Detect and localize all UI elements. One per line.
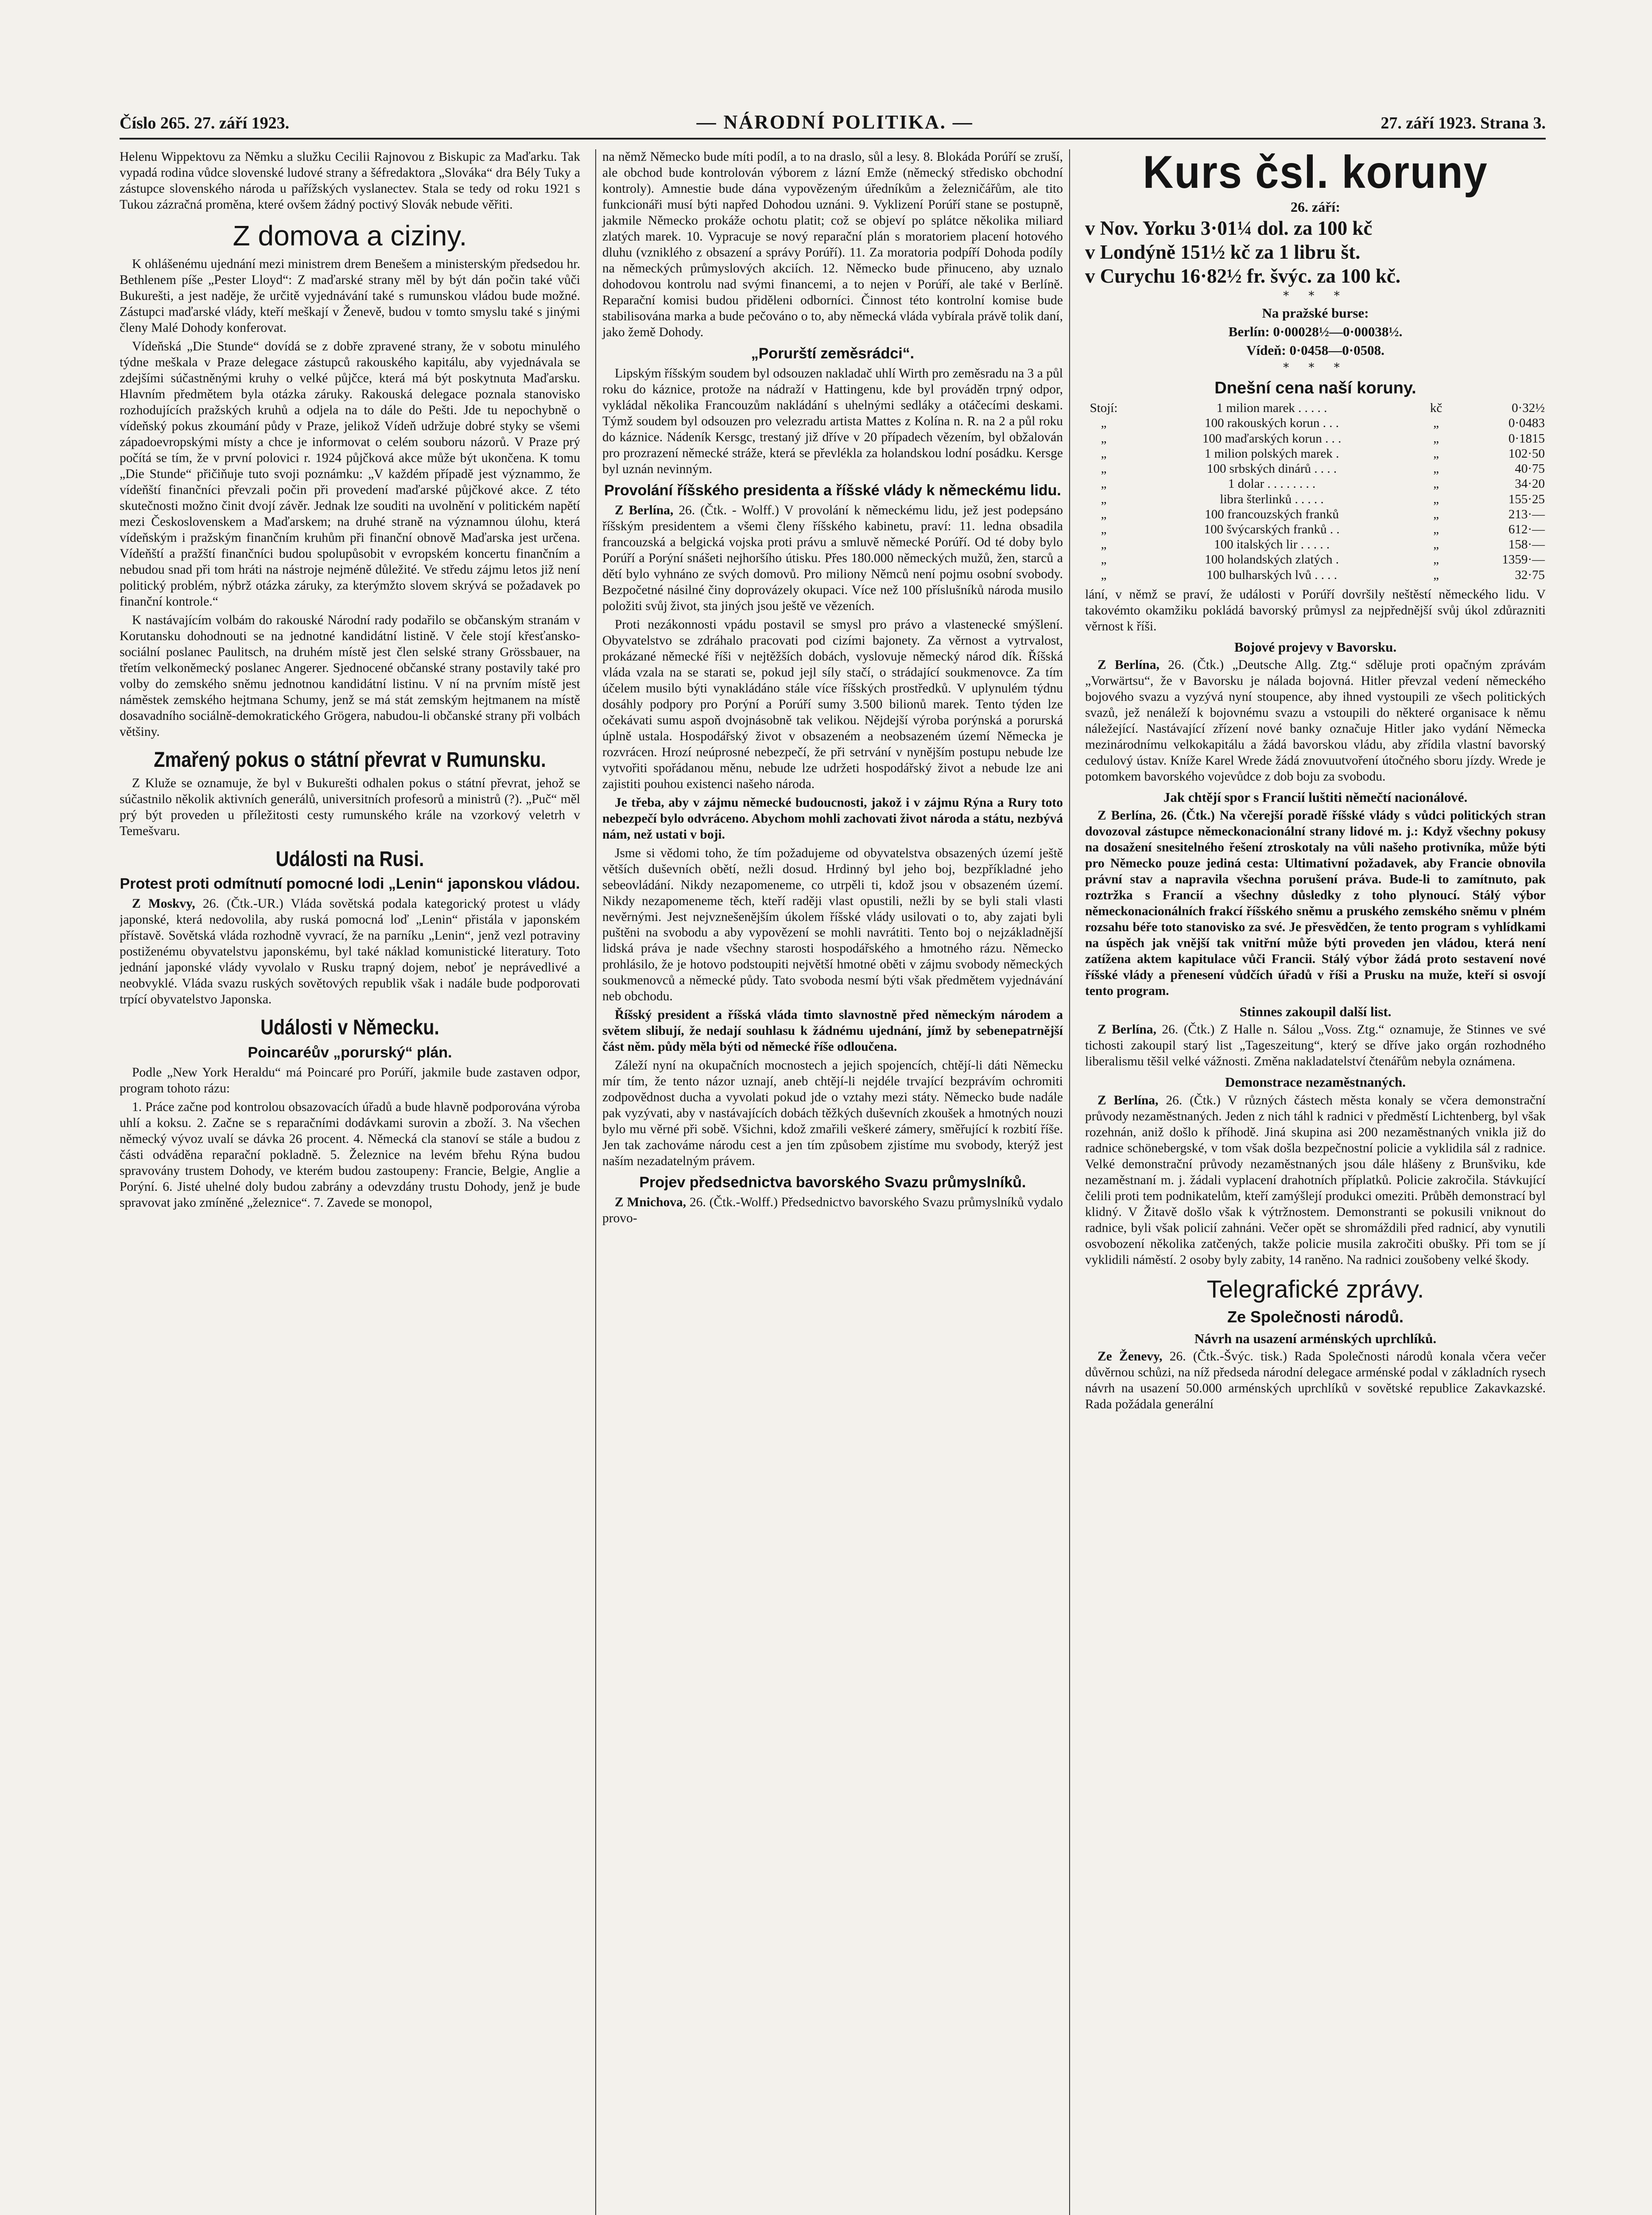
article-title: Návrh na usazení arménských uprchlíků. <box>1194 1330 1437 1346</box>
article-text: 26. (Čtk.) V různých částech města konaly se včera demonstrační průvody nezaměstnaných. Jeden z nich táhl k radnici v předměstí Lichtenberg, byl však rozehnán, aniž došlo k příhodě. Jiná skupina asi 200 nezaměstnaných vnikla již do radnice schönebergské, v tom však došla bezpečnostní policie a vyklidila sál z radnice. Velké demonstrační průvody nezaměstnaných jsou dále hlášeny z Brunšviku, kde nezaměstnaní m. j. žádali vyplacení drahotních příplatků. Policie zakročila. Stávkující čelili proti tem podnikatelům, kteří zamýšlejí produkci omeziti. Průběh demonstrací byl klidný. V Žitavě došlo však k výtržnostem. Demonstranti se pokusili vniknout do radnice, byli však policií zahnáni. Večer opět se shromáždili před radnicí, aby vynutili osvobození několika zatčených, takže policie musila zakročiti obušky. Při tom se jí vyklidili náměstí. 2 osoby byly zabity, 14 raněno. Na radnici zoušobeny velké škody. <box>1085 1093 1546 1267</box>
article-title: Jak chtějí spor s Francií luštiti němečtí nacionálové. <box>1163 789 1468 805</box>
row-prefix: „ <box>1101 537 1107 552</box>
newspaper-title: — NÁRODNÍ POLITIKA. — <box>696 111 973 133</box>
section-title-domova: Z domova a ciziny. <box>233 219 467 252</box>
article-paragraph: K nastávajícím volbám do rakouské Národní rady podařilo se občanským stranám v Korutansku dohodnouti se na jednotné kandidátní listině. V čele stojí křesťansko-sociální poslanec Paulitsch, na druhém místě jest člen selské strany Grössbauer, na třetím velkoněmecký poslanec Angerer. Sjednocené občanské strany postavily také pro volby do zemského sněmu jednotnou kandidátní listinu. V ní na prvním místě jest náměstek zemského hejtmana Schumy, jenž se má stát zemským hejtmanem na místě dosavadního sociálně-demokratického Grögera, nabudou-li občanské strany při volbách většiny. <box>120 613 580 739</box>
currency-value: 102·50 <box>1508 446 1545 461</box>
article-paragraph: K ohlášenému ujednání mezi ministrem drem Benešem a ministerským předsedou hr. Bethlenem píše „Pester Lloyd“: Z maďarské strany měl by být dán počin také vůči Bukurešti, a jest naděje, že určitě vyjednávání také s rumunskou vládou bude možné. Zástupci maďarské vlády, kteří meškají v Ženevě, budou v tomto smyslu také s jinými členy Malé Dohody konferovat. <box>120 257 580 335</box>
article-paragraph: 1. Práce začne pod kontrolou obsazovacích úřadů a bude hlavně podporována výroba uhlí a koksu. 2. Začne se s reparačními dodávkami surovin a zboží. 3. Na všechen německý vývoz uvalí se dávka 26 procent. 4. Německá cla stanoví se stále a budou z části odváděna reparační pokladně. 5. Železnice na levém břehu Rýna budou spravovány trustem Dohody, ve kterém budou zastoupeny: Francie, Belgie, Anglie a Porýní. 6. Jisté uhelné doly budou zabrány a odevzdány trustu Dohody, jenž je bude spravovat jako zmíněné „železnice“. 7. Zavede se monopol, <box>120 1100 580 1210</box>
page-info: 27. září 1923. Strana 3. <box>1381 114 1546 132</box>
currency-row <box>1085 461 1546 476</box>
rate-line: v Londýně 151½ kč za 1 libru št. <box>1085 241 1361 263</box>
currency-unit: „ <box>1433 446 1439 461</box>
currency-name: libra šterlinků . . . . . <box>1220 492 1324 506</box>
article-text: 26. (Čtk.-Švýc. tisk.) Rada Společnosti národů konala včera večer důvěrnou schůzi, na níž předseda národní delegace arménské podal v základních rysech návrh na usazení 50.000 arménských uprchlíků v sovětské republice Zakavkazské. Rada požádala generální <box>1085 1349 1546 1412</box>
masthead <box>120 111 1546 140</box>
article-bold-paragraph: Říšský president a říšská vláda timto slavnostně před německým národem a světem slibují, že nedají souhlasu k žádnému ujednání, jímž by sebenepatrnější část něm. půdy měla býti od německé říše odloučena. <box>602 1008 1063 1054</box>
burse-line: Vídeň: 0·0458—0·0508. <box>1246 342 1384 358</box>
currency-unit: „ <box>1433 416 1439 431</box>
currency-unit: „ <box>1433 567 1439 582</box>
row-prefix: Stojí: <box>1090 401 1118 416</box>
article-title: Provolání říšského presidenta a říšské vlády k německému lidu. <box>604 482 1061 499</box>
row-prefix: „ <box>1101 492 1107 506</box>
currency-value: 1359·— <box>1502 552 1545 567</box>
currency-unit: „ <box>1433 507 1439 521</box>
section-title-nemecko: Události v Německu. <box>260 1016 439 1040</box>
currency-unit: „ <box>1433 552 1439 567</box>
article-subtitle: Ze Společnosti národů. <box>1227 1308 1404 1326</box>
article-title: Projev předsednictva bavorského Svazu průmyslníků. <box>639 1174 1026 1191</box>
section-title-rusi: Události na Rusi. <box>275 847 424 871</box>
currency-row <box>1085 552 1546 567</box>
article-bold-paragraph: Je třeba, aby v zájmu německé budoucnosti, jakož i v zájmu Rýna a Rury toto nebezpečí bylo odvráceno. Abychom mohli zachovati život národa a státu, nezbývá nám, než ustati v boji. <box>602 795 1063 842</box>
currency-name: 100 francouzských franků <box>1205 507 1339 521</box>
article-paragraph <box>1085 1093 1546 1268</box>
currency-name: 100 italských lir . . . . . <box>1214 537 1330 552</box>
section-title-rumunsko: Zmařený pokus o státní převrat v Rumunsku. <box>154 748 546 772</box>
article-paragraph: Jsme si vědomi toho, že tím požadujeme od obyvatelstva obsazených území ještě větších duševních obětí, nežli dosud. Hrdinný byl jeho boj, bezpříkladné jeho sebeovládání. Nikdy nezapomeneme, co utrpěli ti, kdož jsou v obsazeném území. Nikdy nezapomeneme těch, kteří raději vlast opustili, nežli by se byli stali vlasti nevěrnými. Jest nejvznešenějším úkolem říšské vlády usilovati o to, aby zajati byli puštěni na svobodu a aby vypovězení se mohli navrátiti. Tento boj o nejzákladnější lidská práva je nade všechny starosti hospodářského a hmotného rázu. Německo prohlásilo, že je hotovo podstoupiti největší hmotné oběti v zájmu svobody německých soukmenovců a německé půdy. Tato svoboda nesmí býti však předmětem vyjednávání neb obchodu. <box>602 846 1063 1004</box>
col1-top-paragraph: Helenu Wippektovu za Němku a služku Cecilii Rajnovou z Biskupic za Maďarku. Tak vypadá rodina vůdce slovenské ludové strany a šéfredaktora „Slováka“ dra Bély Tuky a zástupce slovenského národa u pařížských vyslanectev. Stala se tedy od roku 1921 s Tukou zázračná proměna, které ovšem žádný poctivý Slovák nebude věřiti. <box>120 150 580 212</box>
article-title: Bojové projevy v Bavorsku. <box>1234 639 1397 655</box>
issue-info: Číslo 265. 27. září 1923. <box>120 114 290 132</box>
article-paragraph: Proti nezákonnosti vpádu postavil se smysl pro právo a vlastenecké smýšlení. Obyvatelstvo se zdráhalo pracovati pod cizími bajonety. Za věrnost a vytrvalost, prokázané německé říši v nejtěžších dobách, vyslovuje německý národ dík. Říšská vláda vzala na se starati se, pokud jejl síly stačí, o strádající soukmenovce. Za tím účelem musilo býti vynakládáno stále více říšských prostředků. V uplynulém týdnu dosáhly podpory pro Porýní a Porúří sumy 3.500 bilionů marek. Tento týden lze očekávati sumu aspoň dvojnásobně tak velikou. Nějdejší výroba porýnská a porurská úplně ustala. Hospodářský život v obsazeném a neobsazeném území Německa je rozvrácen. Hrozí neúprosné nebezpečí, že při setrvání v nynějším postupu nebude lze vytvořiti spořádanou měnu, nebude lze udržeti hospodářský život a nebude lze ani zajistiti pouhou existenci našeho národa. <box>602 617 1063 791</box>
dateline: Z Berlína, <box>1097 808 1156 823</box>
exchange-rate-box <box>1085 149 1546 583</box>
table-title: Dnešní cena naší koruny. <box>1214 379 1416 398</box>
currency-value: 34·20 <box>1515 477 1545 491</box>
dateline: Z Moskvy, <box>132 897 195 911</box>
currency-row <box>1085 476 1546 491</box>
article-title: „Porurští zeměsrádci“. <box>751 345 915 362</box>
article-text: 26. (Čtk.-UR.) Vláda sovětská podala kategorický protest u vlády japonské, která nedovolila, aby ruská pomocná loď „Lenin“ přistála v japonském přístavě. Sovětská vláda rozhodně vyvrací, že na parníku „Lenin“, jenž vezl potraviny postiženému obyvatelstvu japonskému, byl také náklad komunistické literatury. Toto jednání japonské vlády vyvolalo v Rusku trapný dojem, neboť je neprávedlivé a neobvyklé. Vláda svazu ruských sovětových republik však i nadále bude podporovati trpící obyvatelstvo Japonska. <box>120 897 580 1007</box>
currency-value: 40·75 <box>1515 462 1545 476</box>
article-paragraph <box>1085 808 1546 999</box>
row-prefix: „ <box>1101 507 1107 521</box>
article-paragraph: Vídeňská „Die Stunde“ dovídá se z dobře zpravené strany, že v sobotu minulého týdne meškala v Praze delegace zástupců rakouského kapitálu, aby vyjednávala se zdejšími súčastněnými kruhy o velké půjčce, která má být poskytnuta Maďarsku. Hlavním předmětem byla otázka záruky. Rakouská delegace poznala stanovisko rozhodujících pražských kruhů a odjela na to dále do Pešti. Jde tu nepochybně o vídeňský pokus zkoumání půdy v Praze, jelikož Vídeň udržuje dobré styky se všemi západoevropskými místy a chce je informovat o celém souboru názorů. V Praze prý počítá se tím, že v první polovici r. 1924 půjčková akce může být ukončena. K tomu „Die Stunde“ přičiňuje tuto svoji poznámku: „V každém případě jest význammo, že vídeňští finančníci převzali počin při provedení maďarské půjčkové akce. Z této skutečnosti možno činit dvojí závěr. Jednak lze souditi na uvolnění v politickém napětí mezi Československem a Maďarskem; na druhé straně na významnou úlohu, která vídeňským i pražským finančním kruhům při finanční obnově Maďarska jest určena. Vídeňští a pražští finančníci budou spolupůsobit v evropském koncertu finančním a nebudou snad při tom hráti na nástroje nejméně důležité. Ve středu zájmu letos již není politický problém, nýbrž otázka záruky, za kterýmžto slovem skrývá se požadavek po finanční kontrole.“ <box>120 339 580 609</box>
row-prefix: „ <box>1101 462 1107 476</box>
currency-unit: „ <box>1433 477 1439 491</box>
row-prefix: „ <box>1101 567 1107 582</box>
article-paragraph: Z Kluže se oznamuje, že byl v Bukurešti odhalen pokus o státní převrat, jehož se súčastnilo několik aktivních generálů, universitních profesorů a ministrů (?). „Puč“ měl prý být proveden u příležitosti cesty rumunského krále na vzorkový veletrh v Temešvaru. <box>120 776 580 838</box>
currency-value: 0·1815 <box>1508 431 1545 446</box>
currency-value: 32·75 <box>1515 567 1545 582</box>
article-paragraph <box>1085 1349 1546 1413</box>
section-title-telegraficke: Telegrafické zprávy. <box>1206 1275 1424 1303</box>
article-subtitle: Protest proti odmítnutí pomocné lodi „Lenin“ japonskou vládou. <box>120 875 580 893</box>
currency-row <box>1085 567 1546 583</box>
currency-name: 100 švýcarských franků . . <box>1204 522 1340 536</box>
article-paragraph: lání, v němž se praví, že události v Porúří dovršily neštěstí německého lidu. V takovémto okamžiku pokládá bavorský průmysl za nejpřednější svůj úkol zdůrazniti věrnost k říši. <box>1085 587 1546 633</box>
currency-row <box>1085 400 1546 416</box>
currency-value: 0·0483 <box>1508 416 1545 431</box>
divider: * * * <box>1283 361 1348 375</box>
burse-title: Na pražské burse: <box>1262 305 1369 321</box>
row-prefix: „ <box>1101 477 1107 491</box>
currency-value: 158·— <box>1508 537 1545 552</box>
currency-unit: kč <box>1430 401 1443 416</box>
article-paragraph <box>1085 1022 1546 1070</box>
currency-value: 155·25 <box>1508 492 1545 506</box>
currency-row <box>1085 446 1546 461</box>
article-paragraph <box>602 503 1063 614</box>
rate-line: v Curychu 16·82½ fr. švýc. za 100 kč. <box>1085 264 1401 287</box>
article-text: 26. (Čtk.) Z Halle n. Sálou „Voss. Ztg.“ oznamuje, že Stinnes ve své tichosti zakoupil starý list „Tageszeitung“, který se dříve jako orgán rozhodného liberalismu těšil velké vážnosti. Změna nakladatelství čtenářům nebyla oznámena. <box>1085 1022 1546 1069</box>
article-paragraph <box>1085 657 1546 785</box>
currency-unit: „ <box>1433 462 1439 476</box>
currency-row <box>1085 431 1546 446</box>
currency-name: 1 milion polských marek . <box>1204 446 1339 461</box>
rate-line: v Nov. Yorku 3·01¼ dol. za 100 kč <box>1085 217 1373 239</box>
column-2 <box>595 149 1070 2215</box>
currency-table-body <box>1085 400 1546 583</box>
columns <box>120 149 1546 2215</box>
article-paragraph: Záleží nyní na okupačních mocnostech a jejich spojencích, chtějí-li dáti Německu mír tím, že tento názor uznají, aneb chtějí-li nejdéle trvající bezprávím ochromiti zodpovědnost ducha a vyvolati pokud jde o vztahy mezi státy. Německo bude nadále pak vyzývati, aby v nastávajících dobách těžkých duševních zkoušek a hmotných nouzi bylo mu věrné při sobě. Všichni, kdož zmařili veškeré zámery, směřující k rozbití říše. Jen tak zachováme národu cest a jen tím způsobem zjistíme mu svobody, kterýž jest naším nezadatelným právem. <box>602 1058 1063 1169</box>
dateline: Z Berlína, <box>1097 1093 1159 1108</box>
currency-name: 1 dolar . . . . . . . . <box>1228 477 1316 491</box>
column-1 <box>120 149 580 2215</box>
dateline: Z Berlína, <box>1097 658 1160 672</box>
row-prefix: „ <box>1101 446 1107 461</box>
currency-name: 100 holandských zlatých . <box>1205 552 1339 567</box>
dateline: Z Mnichova, <box>615 1195 686 1210</box>
row-prefix: „ <box>1101 522 1107 536</box>
burse-line: Berlín: 0·00028½—0·00038½. <box>1228 324 1403 340</box>
currency-row <box>1085 537 1546 552</box>
currency-unit: „ <box>1433 431 1439 446</box>
exchange-rate-date: 26. září: <box>1291 199 1340 215</box>
article-text: 26. (Čtk.) Na včerejší poradě říšské vlády s vůdci politických stran dovozoval zástupce německonacionální strany lidové m. j.: Když všechny pokusy na dosažení snesitelného řešení ztroskotaly na vůli našeho protivníka, může býti pro Německo pouze jediná cesta: Ultimativní požadavek, aby Francie obnovila právní stav a napravila všechna porušení práva. Bude-li to zamítnuto, pak roztržka s Francií a všechny důsledky z toho plynoucí. Stálý výbor německonacionálních frakcí říšského sněmu a pruského zemského sněmu v plném rozsahu béře toto stanovisko za své. Je přesvědčen, že tento program s vyhlídkami na úspěch jak vnější tak vnitřní může býti proveden jen vládou, která není zatížena aktem kapitulace vůči Francii. Stálý výbor žádá proto sestavení nové říšské vlády a přenesení vůdčích úřadů v říši a Prusku na muže, kteří si osvojí tento program. <box>1085 808 1546 998</box>
currency-name: 100 srbských dinárů . . . . <box>1207 462 1337 476</box>
article-text: 26. (Čtk.-Wolff.) Předsednictvo bavorského Svazu průmyslníků vydalo provo- <box>602 1195 1063 1226</box>
currency-name: 100 maďarských korun . . . <box>1202 431 1342 446</box>
article-paragraph <box>120 896 580 1008</box>
currency-name: 100 rakouských korun . . . <box>1205 416 1339 431</box>
exchange-rate-title: Kurs čsl. koruny <box>1143 149 1488 198</box>
row-prefix: „ <box>1101 552 1107 567</box>
currency-name: 1 milion marek . . . . . <box>1216 401 1327 416</box>
currency-unit: „ <box>1433 537 1439 552</box>
currency-row <box>1085 507 1546 522</box>
currency-value: 0·32½ <box>1512 401 1545 416</box>
article-subtitle: Poincaréův „porurský“ plán. <box>248 1044 452 1061</box>
article-paragraph: Lipským říšským soudem byl odsouzen nakladač uhlí Wirth pro zeměsradu na 3 a půl roku do káznice, protože na nádraží v Hattingenu, kde byl prováděn trpný odpor, vykládal několika Francouzům nakládání s uhelnými sedláky a otáčecími deskami. Týmž soudem byl odsouzen pro velezradu artista Mattes z Kolína n. R. na 2 a půl roku do káznice. Nádeník Kersgc, trestaný již dříve v 20 případech vězením, byl obžalován pro prozrazení německé stráže, která se převlékla za holandskou lodní posádku. Kersge byl uznán nevinným. <box>602 366 1063 476</box>
currency-name: 100 bulharských lvů . . . . <box>1206 567 1337 582</box>
dateline: Z Berlína, <box>615 503 674 517</box>
article-text: 26. (Čtk. - Wolff.) V provolání k německému lidu, jež jest podepsáno říšským presidentem a všemi členy říšského kabinetu, praví: 11. ledna obsadila francouzská a belgická vojska proti právu a smluvě německé Porúří. Od té doby bylo Porúří a Porýní snášeti nejhoršího útisku. Přes 180.000 německých mužů, žen, starců a dětí bylo vyhnáno ze svých domovů. Pro miliony Němců není pojmu osobní svobody. Bezpočetné násilné činy doprovázely okupaci. Více než 100 příslušníků národa musilo položiti svůj život, sta jiných jsou ještě ve vězeních. <box>602 503 1063 613</box>
column-3 <box>1085 149 1546 2215</box>
article-paragraph <box>602 1195 1063 1227</box>
row-prefix: „ <box>1101 416 1107 431</box>
article-paragraph: Podle „New York Heraldu“ má Poincaré pro Porúří, jakmile bude zastaven odpor, program tohoto rázu: <box>120 1065 580 1096</box>
currency-row <box>1085 492 1546 507</box>
divider: * * * <box>1283 289 1348 303</box>
col2-top-paragraph: na němž Německo bude míti podíl, a to na draslo, sůl a lesy. 8. Blokáda Porúří se zruší, ale obchod bude kontrolován výborem z lázní Emže (německý středisko obchodní kontroly). Amnestie bude dána vypovězeným úředníkům a železničářům, ale tito funkcionáři musí býti napřed Dohodou uznáni. 9. Vyklizení Porúří stane se postupně, jakmile Německo prokáže ochotu platit; což se objeví po splátce několika miliard zlatých marek. 10. Vypracuje se nový reparační plán s moratoriem placení hotového dluhu (vzniklého z obsazení a správy Porúří). 11. Za moratoria podpíří Dohoda podíly na německých průmyslových akciích. 12. Německo bude přinuceno, aby uznalo dohodovou kontrolu nad svými financemi, a to nejen v Porúří, ale také v Berlíně. Reparační komisi budou přiděleni odborníci. Činnost této kontrolní komise bude stabilisována marka a bude pečováno o to, aby německá vláda vybírala právě tolik daní, jako žemě Dohody. <box>602 150 1063 339</box>
article-text: 26. (Čtk.) „Deutsche Allg. Ztg.“ sděluje proti opačným zprávám „Vorwärtsu“, že v Bavorsku je nálada bojovná. Hitler převzal vedení německého bojového svazu a vyzývá nyní stoupence, aby ihned vystoupili ze všech politických svazů, jež nenáleží k bojovnému svazu a vstoupili do některé organisace k němu náležející. Nastávající zřízení nové banky označuje Hitler jako vydání Německa mezinárodnímu velkokapitálu a žádá bavorskou vládu, aby zřídila vlastní bavorský cedulový ústav. Kníže Karel Wrede žádá znovuutvoření útočného sboru jízdy. Wrede je potomkem bavorského vojevůdce z dob boju za svobodu. <box>1085 658 1546 784</box>
article-title: Demonstrace nezaměstnaných. <box>1225 1074 1406 1090</box>
currency-table <box>1085 400 1546 583</box>
currency-row <box>1085 522 1546 537</box>
dateline: Z Berlína, <box>1097 1022 1156 1037</box>
currency-unit: „ <box>1433 492 1439 506</box>
dateline: Ze Ženevy, <box>1097 1349 1163 1364</box>
currency-unit: „ <box>1433 522 1439 536</box>
currency-row <box>1085 416 1546 431</box>
article-title: Stinnes zakoupil další list. <box>1239 1003 1392 1019</box>
currency-value: 612·— <box>1508 522 1545 536</box>
row-prefix: „ <box>1101 431 1107 446</box>
currency-value: 213·— <box>1508 507 1545 521</box>
